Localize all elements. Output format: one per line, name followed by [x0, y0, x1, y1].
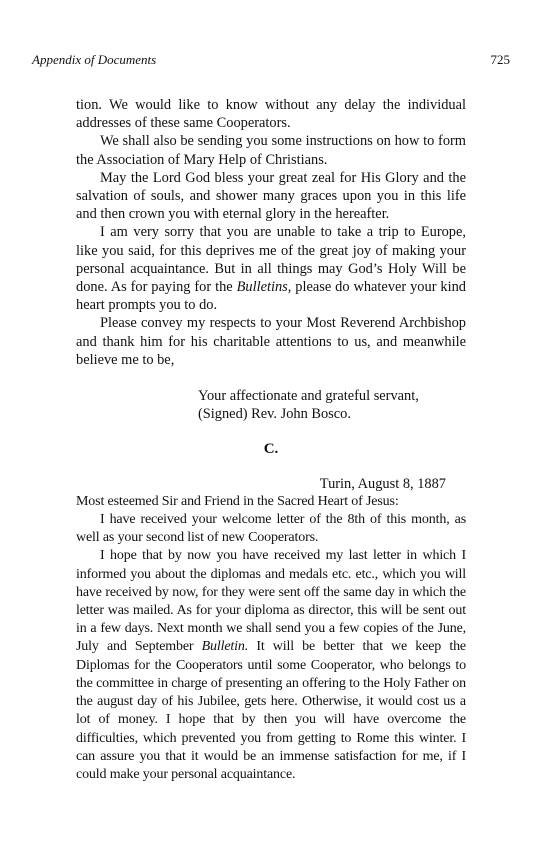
- paragraph-text: I am very sorry that you are unable to take a trip to Europe, like you said, for this deprives me of the great joy of making your personal acquaintance. But in all things may God’s Holy Will be done. As for paying for the: [76, 224, 466, 296]
- salutation: Most esteemed Sir and Friend in the Sacred Heart of Jesus:: [76, 493, 399, 509]
- bulletin-italic: Bulletin.: [201, 639, 249, 655]
- paragraph: We shall also be sending you some instructions on how to form the Association of Mary Help of Christians.: [76, 133, 466, 168]
- paragraph: I have received your welcome letter of the 8th of this month, as well as your second list of new Cooperators.: [76, 512, 466, 546]
- paragraph: [76, 547, 466, 784]
- dateline: Turin, August 8, 1887: [319, 475, 446, 492]
- page-number: 725: [490, 52, 510, 67]
- letter-closing: [198, 387, 466, 423]
- paragraph: Please convey my respects to your Most Reverend Archbishop and thank him for his charitable attentions to us, and meanwhile believe me to be,: [76, 315, 466, 368]
- second-letter: [76, 493, 466, 784]
- paragraph: tion. We would like to know without any delay the individual addresses of these same Cooperators.: [76, 97, 466, 132]
- running-title: Appendix of Documents: [32, 52, 157, 67]
- paragraph: [76, 223, 466, 314]
- paragraph-text: please do whatever your kind heart prompts you to do.: [76, 279, 466, 314]
- bulletins-italic: Bulletins,: [236, 279, 292, 296]
- page-body: [76, 96, 466, 784]
- signature-line: (Signed) Rev. John Bosco.: [198, 406, 351, 423]
- running-head: [32, 52, 512, 70]
- paragraph-text: I hope that by now you have received my last letter in which I informed you about the diplomas and medals etc. etc., which you will have received by now, for they were sent off the same day in which the letter was mailed. As for your diploma as director, this will be sent out in a few days. Next month we shall send you a few copies of the June, July and September: [76, 548, 466, 655]
- paragraph: May the Lord God bless your great zeal for His Glory and the salvation of souls, and shower many graces upon you in this life and then crown you with eternal glory in the hereafter.: [76, 169, 466, 223]
- closing-line: Your affectionate and grateful servant,: [198, 388, 419, 405]
- section-marker: C.: [263, 441, 279, 458]
- paragraph-text: It will be better that we keep the Diplomas for the Cooperators until some Cooperator, who belongs to the committee in charge of presenting an offering to the Holy Father on the august day of his Jubilee, gets here. Otherwise, it would cost us a lot of money. I hope that by then you will have overcome the difficulties, which prevented you from getting to Rome this winter. I can assure you that it would be an immense satisfaction for me, if I could make your personal acquaintance.: [76, 639, 466, 782]
